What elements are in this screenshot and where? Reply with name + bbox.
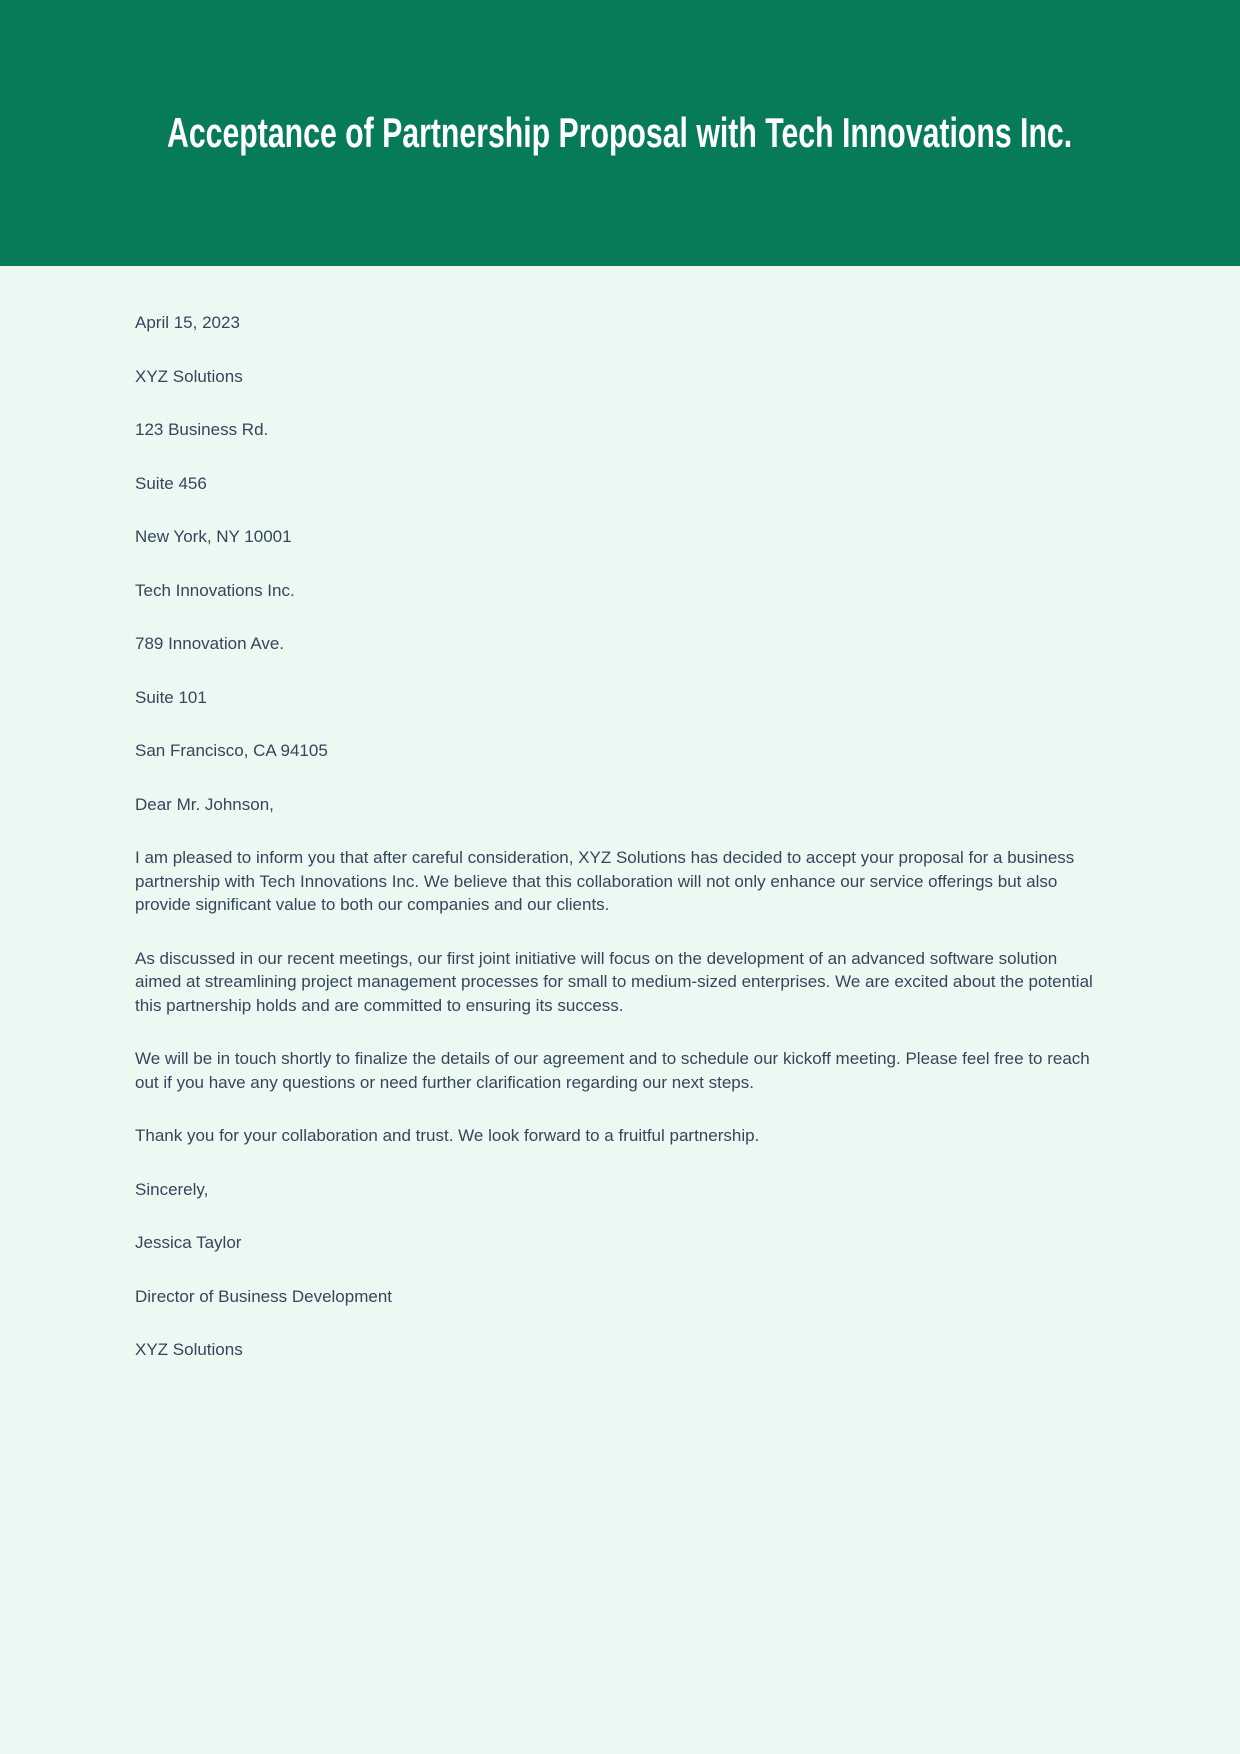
sender-city-line: New York, NY 10001 <box>135 527 292 546</box>
recipient-address-line1: 789 Innovation Ave. <box>135 634 285 653</box>
signature-job-title: Director of Business Development <box>135 1286 393 1306</box>
sender-company: XYZ Solutions <box>135 366 243 386</box>
closing: Sincerely, <box>135 1179 209 1199</box>
salutation: Dear Mr. Johnson, <box>135 794 274 814</box>
recipient-city-line: San Francisco, CA 94105 <box>135 741 328 760</box>
letter-title: Acceptance of Partnership Proposal with Tech Innovations Inc. <box>167 109 1073 156</box>
sender-address-line2: Suite 456 <box>135 473 207 493</box>
body-paragraph-1: I am pleased to inform you that after careful consideration, XYZ Solutions has decided to accept your proposal for a business partnership with Tech Innovations Inc. We believe that this collaboration will not only enhance our service offerings but also provide significant value to both our companies and our clients. <box>135 848 1075 914</box>
recipient-address-line2: Suite 101 <box>135 687 207 707</box>
recipient-company: Tech Innovations Inc. <box>135 580 295 600</box>
body-paragraph-2: As discussed in our recent meetings, our first joint initiative will focus on the development of an advanced software solution aimed at streamlining project management processes for small to medium-sized enterprises. We are excited about the potential this partnership holds and are committed to ensuring its success. <box>135 948 1093 1015</box>
body-paragraph-3: We will be in touch shortly to finalize the details of our agreement and to schedule our kickoff meeting. Please feel free to reach out if you have any questions or need further clarification regarding our next steps. <box>135 1049 1090 1092</box>
body-paragraph-4: Thank you for your collaboration and trust. We look forward to a fruitful partnership. <box>135 1126 760 1145</box>
signature-name: Jessica Taylor <box>135 1233 242 1252</box>
sender-address-line1: 123 Business Rd. <box>135 420 269 439</box>
letter-body <box>135 266 1105 1362</box>
letter-header-banner <box>0 0 1240 266</box>
signature-company: XYZ Solutions <box>135 1340 243 1359</box>
letter-date: April 15, 2023 <box>135 313 240 332</box>
